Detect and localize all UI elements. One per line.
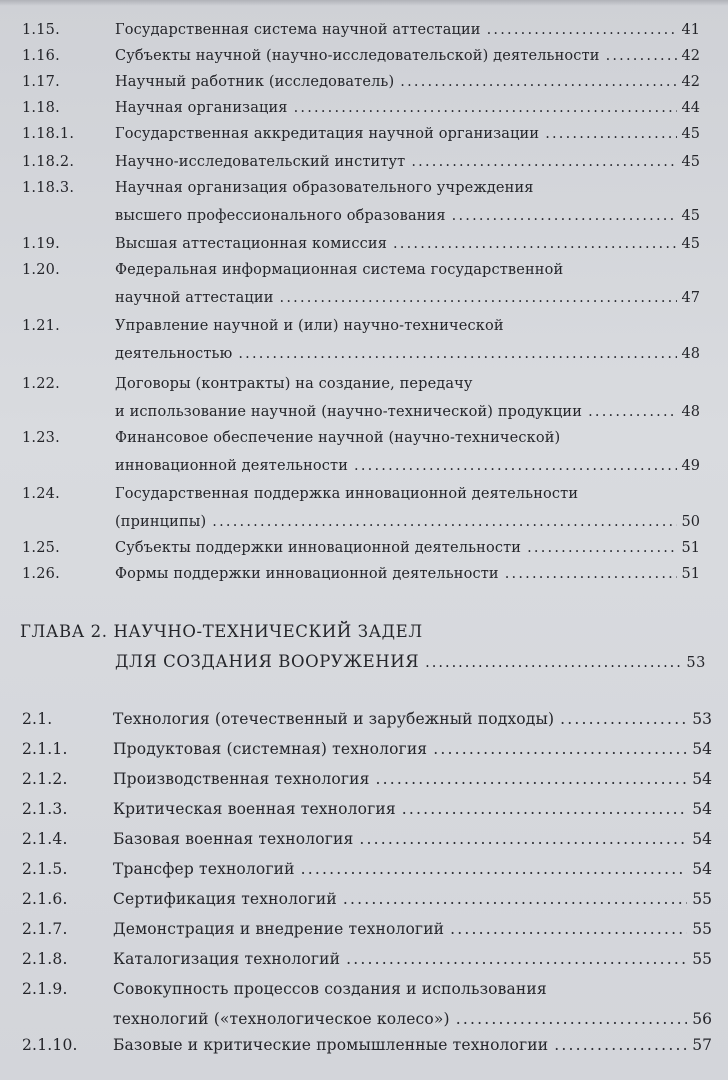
dot-leader xyxy=(487,22,677,38)
entry-line xyxy=(113,950,712,968)
entry-title: Финансовое обеспечение научной (научно-технической) xyxy=(115,430,561,446)
page-number: 53 xyxy=(686,655,706,671)
page-number: 42 xyxy=(681,48,700,64)
entry-number: 1.23. xyxy=(22,430,60,446)
dot-leader xyxy=(376,770,688,788)
dot-leader xyxy=(212,514,676,530)
entry-line xyxy=(115,236,700,252)
page-number: 48 xyxy=(681,404,700,420)
page-number: 44 xyxy=(681,100,700,116)
dot-leader xyxy=(456,1010,688,1028)
entry-number: 1.18. xyxy=(22,100,60,116)
entry-line xyxy=(115,404,700,420)
dot-leader xyxy=(554,1036,687,1054)
dot-leader xyxy=(452,208,677,224)
page-number: 55 xyxy=(692,920,712,938)
page-number: 50 xyxy=(681,514,700,530)
entry-number: 1.18.2. xyxy=(22,154,75,170)
entry-title: Научная организация xyxy=(115,100,288,116)
dot-leader xyxy=(294,100,677,116)
entry-title: Совокупность процессов создания и использования xyxy=(113,980,547,998)
dot-leader xyxy=(343,890,687,908)
entry-number: 2.1.7. xyxy=(22,920,68,938)
entry-line xyxy=(115,318,504,334)
page-number: 55 xyxy=(692,890,712,908)
entry-number: 1.20. xyxy=(22,262,60,278)
dot-leader xyxy=(505,566,677,582)
entry-title: Демонстрация и внедрение технологий xyxy=(113,920,445,938)
entry-title: Субъекты поддержки инновационной деятельности xyxy=(115,540,522,556)
entry-line xyxy=(113,1036,712,1054)
entry-line xyxy=(113,890,712,908)
entry-title: Базовая военная технология xyxy=(113,830,354,848)
page-number: 45 xyxy=(681,208,700,224)
entry-title: Научный работник (исследователь) xyxy=(115,74,395,90)
entry-line xyxy=(115,566,700,582)
entry-line xyxy=(115,458,700,474)
dot-leader xyxy=(411,154,676,170)
entry-line xyxy=(115,100,700,116)
entry-line xyxy=(113,1010,712,1028)
page-number: 45 xyxy=(681,236,700,252)
entry-title: Субъекты научной (научно-исследовательской) деятельности xyxy=(115,48,600,64)
entry-line xyxy=(115,154,700,170)
entry-title: Каталогизация технологий xyxy=(113,950,341,968)
dot-leader xyxy=(606,48,677,64)
entry-line xyxy=(115,208,700,224)
dot-leader xyxy=(545,126,676,142)
page-number: 42 xyxy=(681,74,700,90)
page-number: 41 xyxy=(681,22,700,38)
entry-title: Государственная аккредитация научной организации xyxy=(115,126,540,142)
entry-line xyxy=(113,860,712,878)
page-number: 53 xyxy=(692,710,712,728)
page-number: 51 xyxy=(681,540,700,556)
dot-leader xyxy=(450,920,687,938)
page-number: 47 xyxy=(681,290,700,306)
page-number: 48 xyxy=(681,346,700,362)
entry-line xyxy=(115,514,700,530)
entry-number: 2.1.10. xyxy=(22,1036,78,1054)
entry-title: инновационной деятельности xyxy=(115,458,349,474)
dot-leader xyxy=(527,540,676,556)
entry-number: 1.21. xyxy=(22,318,60,334)
entry-line xyxy=(115,22,700,38)
page-number: 49 xyxy=(681,458,700,474)
entry-number: 2.1. xyxy=(22,710,53,728)
entry-number: 2.1.6. xyxy=(22,890,68,908)
chapter-title: ДЛЯ СОЗДАНИЯ ВООРУЖЕНИЯ xyxy=(115,652,420,671)
dot-leader xyxy=(560,710,687,728)
page-number: 54 xyxy=(692,770,712,788)
entry-line xyxy=(115,180,534,196)
page-number: 56 xyxy=(692,1010,712,1028)
entry-title: научной аттестации xyxy=(115,290,274,306)
entry-number: 1.25. xyxy=(22,540,60,556)
entry-line xyxy=(115,540,700,556)
entry-number: 2.1.5. xyxy=(22,860,68,878)
page-number: 54 xyxy=(692,800,712,818)
page-number: 57 xyxy=(692,1036,712,1054)
entry-number: 2.1.9. xyxy=(22,980,68,998)
entry-line xyxy=(113,710,712,728)
entry-line xyxy=(113,740,712,758)
entry-title: Базовые и критические промышленные технологии xyxy=(113,1036,549,1054)
dot-leader xyxy=(400,74,676,90)
entry-title: Федеральная информационная система государственной xyxy=(115,262,564,278)
dot-leader xyxy=(280,290,677,306)
dot-leader xyxy=(402,800,687,818)
entry-line xyxy=(113,980,547,998)
entry-title: Продуктовая (системная) технология xyxy=(113,740,428,758)
entry-title: Управление научной и (или) научно-технической xyxy=(115,318,504,334)
chapter-heading-line2 xyxy=(115,652,706,671)
entry-number: 2.1.2. xyxy=(22,770,68,788)
entry-line xyxy=(115,74,700,90)
page-number: 51 xyxy=(681,566,700,582)
entry-number: 2.1.8. xyxy=(22,950,68,968)
entry-line xyxy=(115,376,473,392)
entry-line xyxy=(113,800,712,818)
dot-leader xyxy=(359,830,687,848)
entry-title: Формы поддержки инновационной деятельности xyxy=(115,566,499,582)
entry-title: и использование научной (научно-технической) продукции xyxy=(115,404,583,420)
entry-line xyxy=(115,486,578,502)
entry-line xyxy=(113,830,712,848)
entry-line xyxy=(115,430,560,446)
entry-line xyxy=(113,770,712,788)
entry-title: Критическая военная технология xyxy=(113,800,396,818)
entry-title: Высшая аттестационная комиссия xyxy=(115,236,387,252)
entry-title: Государственная поддержка инновационной деятельности xyxy=(115,486,579,502)
entry-title: Государственная система научной аттестации xyxy=(115,22,481,38)
entry-title: Трансфер технологий xyxy=(113,860,295,878)
entry-title: Научная организация образовательного учреждения xyxy=(115,180,534,196)
entry-title: (принципы) xyxy=(115,514,207,530)
entry-line xyxy=(115,290,700,306)
dot-leader xyxy=(433,740,687,758)
chapter-heading: ГЛАВА 2. НАУЧНО-ТЕХНИЧЕСКИЙ ЗАДЕЛ xyxy=(20,622,423,641)
entry-title: Сертификация технологий xyxy=(113,890,337,908)
page-number: 45 xyxy=(681,154,700,170)
entry-number: 1.17. xyxy=(22,74,60,90)
entry-number: 2.1.4. xyxy=(22,830,68,848)
dot-leader xyxy=(354,458,677,474)
page-number: 55 xyxy=(692,950,712,968)
entry-title: Технология (отечественный и зарубежный подходы) xyxy=(113,710,555,728)
dot-leader xyxy=(238,346,676,362)
entry-title: высшего профессионального образования xyxy=(115,208,446,224)
entry-line xyxy=(115,346,700,362)
entry-number: 1.18.3. xyxy=(22,180,75,196)
dot-leader xyxy=(425,655,680,671)
entry-number: 2.1.3. xyxy=(22,800,68,818)
entry-number: 1.24. xyxy=(22,486,60,502)
page-number: 45 xyxy=(681,126,700,142)
dot-leader xyxy=(346,950,687,968)
entry-title: Научно-исследовательский институт xyxy=(115,154,406,170)
entry-number: 2.1.1. xyxy=(22,740,68,758)
entry-number: 1.15. xyxy=(22,22,60,38)
entry-title: Производственная технология xyxy=(113,770,370,788)
entry-title: Договоры (контракты) на создание, передачу xyxy=(115,376,473,392)
page-number: 54 xyxy=(692,860,712,878)
entry-number: 1.18.1. xyxy=(22,126,75,142)
page-edge-shadow xyxy=(0,0,728,6)
entry-line xyxy=(115,262,563,278)
entry-line xyxy=(115,48,700,64)
entry-number: 1.19. xyxy=(22,236,60,252)
dot-leader xyxy=(393,236,677,252)
entry-number: 1.22. xyxy=(22,376,60,392)
entry-title: технологий («технологическое колесо») xyxy=(113,1010,450,1028)
entry-title: деятельностью xyxy=(115,346,233,362)
entry-number: 1.16. xyxy=(22,48,60,64)
page-number: 54 xyxy=(692,830,712,848)
dot-leader xyxy=(588,404,676,420)
entry-number: 1.26. xyxy=(22,566,60,582)
dot-leader xyxy=(301,860,688,878)
entry-line xyxy=(113,920,712,938)
entry-line xyxy=(115,126,700,142)
page-number: 54 xyxy=(692,740,712,758)
